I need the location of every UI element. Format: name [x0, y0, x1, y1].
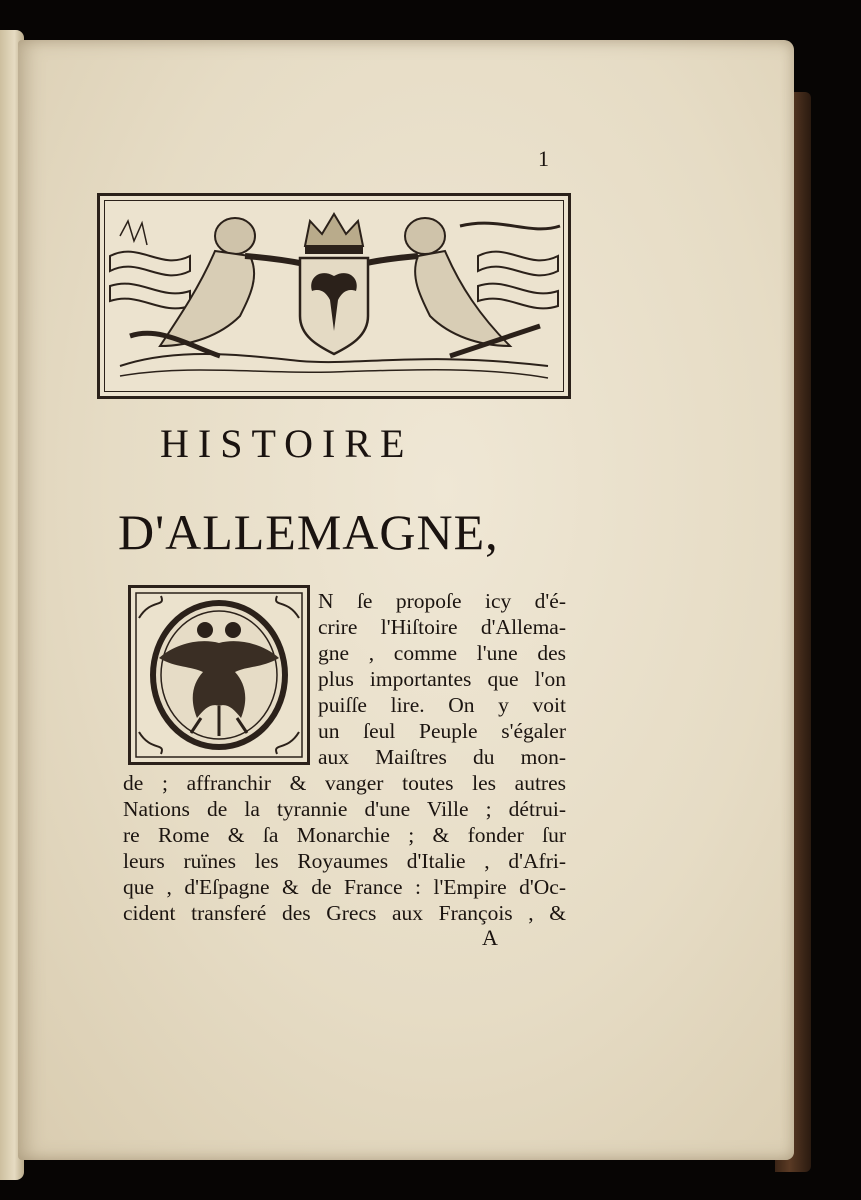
- cherubs-eagle-icon: [100, 196, 568, 396]
- text-line: un ſeul Peuple s'égaler: [318, 719, 566, 743]
- double-headed-eagle-icon: [131, 588, 307, 762]
- text-line: cident transferé des Grecs aux François , &: [123, 901, 566, 925]
- signature-mark: A: [482, 925, 498, 950]
- text-line: que , d'Eſpagne & de France : l'Empire d'Oc-: [123, 875, 566, 899]
- text-line: Nations de la tyrannie d'une Ville ; détrui-: [123, 797, 566, 821]
- title-allemagne: D'ALLEMAGNE,: [118, 504, 499, 560]
- page-number: 1: [538, 146, 549, 171]
- headpiece-engraving: [97, 193, 571, 399]
- text-line: de ; affranchir & vanger toutes les autres: [123, 771, 566, 795]
- text-line: leurs ruïnes les Royaumes d'Italie , d'Afri-: [123, 849, 566, 873]
- text-line: gne , comme l'une des: [318, 641, 566, 665]
- title-histoire: HISTOIRE: [160, 421, 414, 466]
- text-line: puiſſe lire. On y voit: [318, 693, 566, 717]
- text-line: aux Maiſtres du mon-: [318, 745, 566, 769]
- decorated-initial-o: [128, 585, 310, 765]
- text-line: re Rome & ſa Monarchie ; & fonder ſur: [123, 823, 566, 847]
- text-line: crire l'Hiſtoire d'Allema-: [318, 615, 566, 639]
- text-line: N ſe propoſe icy d'é-: [318, 589, 566, 613]
- text-line: plus importantes que l'on: [318, 667, 566, 691]
